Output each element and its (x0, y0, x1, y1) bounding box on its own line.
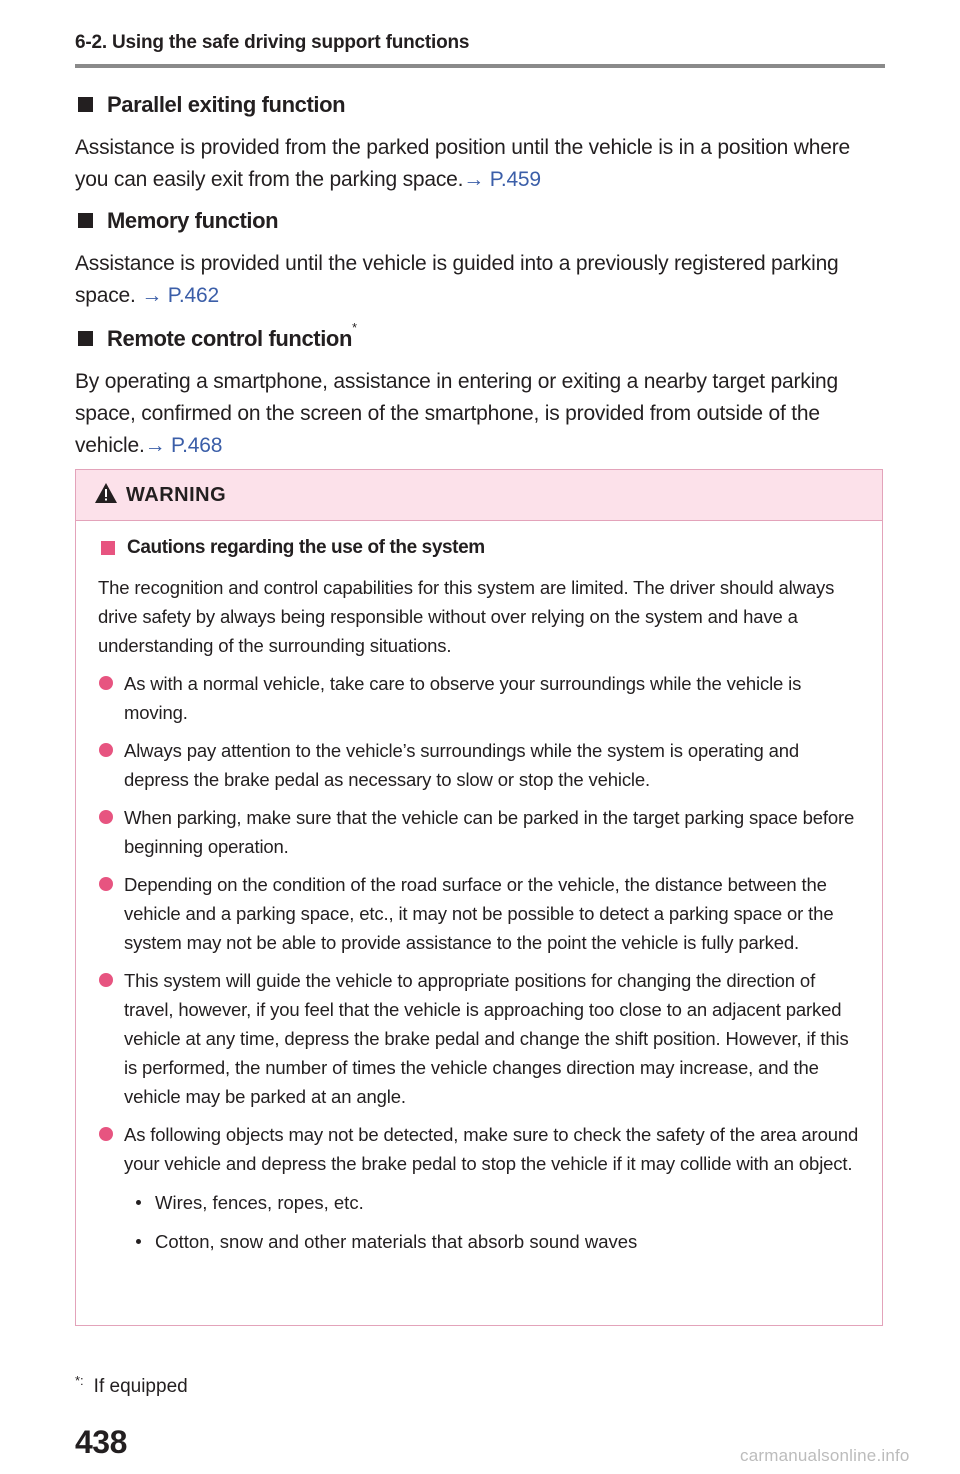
page-reference-link[interactable]: → P.459 (463, 168, 541, 191)
list-item: When parking, make sure that the vehicle can be parked in the target parking space before beginning operation. (98, 803, 860, 861)
circle-bullet-icon (99, 810, 113, 824)
list-item: As with a normal vehicle, take care to observe your surroundings while the vehicle is moving. (98, 669, 860, 727)
warning-header (76, 470, 882, 521)
square-bullet-icon (78, 331, 93, 346)
page-reference-link[interactable]: → P.462 (141, 284, 219, 307)
footnote-mark: *: (75, 1373, 84, 1388)
list-item: Always pay attention to the vehicle’s surroundings while the system is operating and depress the brake pedal as necessary to slow or stop the vehicle. (98, 736, 860, 794)
header-divider (75, 64, 885, 68)
circle-bullet-icon (99, 676, 113, 690)
section-remote-control (75, 320, 875, 462)
section-text: Assistance is provided from the parked position until the vehicle is in a position where you can easily exit from the parking space. (75, 136, 850, 191)
section-memory (75, 208, 875, 312)
warning-label: WARNING (126, 483, 227, 506)
section-title: Memory function (107, 208, 279, 233)
section-title: Remote control function (107, 326, 353, 351)
list-item: As following objects may not be detected, make sure to check the safety of the area around your vehicle and depress the brake pedal to stop the vehicle if it may collide with an object. (98, 1120, 860, 1178)
footnote-text: If equipped (93, 1376, 188, 1397)
list-item: Wires, fences, ropes, etc. (131, 1188, 860, 1217)
square-bullet-icon (78, 97, 93, 112)
dot-bullet-icon (136, 1239, 141, 1244)
circle-bullet-icon (99, 877, 113, 891)
warning-subtitle: Cautions regarding the use of the system (127, 537, 485, 558)
warning-triangle-icon (94, 482, 118, 509)
section-text: By operating a smartphone, assistance in entering or exiting a nearby target parking space, confirmed on the screen of the smartphone, is provided from outside of the vehicle. (75, 370, 838, 457)
warning-intro: The recognition and control capabilities for this system are limited. The driver should always drive safety by always being responsible without over relying on the system and have a understanding of the surrounding situations. (98, 577, 835, 656)
watermark: carmanualsonline.info (740, 1446, 910, 1465)
dot-bullet-icon (136, 1200, 141, 1205)
square-bullet-icon (78, 213, 93, 228)
section-title: Parallel exiting function (107, 92, 346, 117)
list-item: Depending on the condition of the road surface or the vehicle, the distance between the vehicle and a parking space, etc., it may not be possible to detect a parking space or the system may not be able to provide assistance to the point the vehicle is fully parked. (98, 870, 860, 957)
object-sub-list (131, 1188, 860, 1256)
warning-bullet-list (98, 669, 860, 1256)
circle-bullet-icon (99, 973, 113, 987)
square-bullet-icon (101, 541, 115, 555)
circle-bullet-icon (99, 1127, 113, 1141)
list-item: This system will guide the vehicle to appropriate positions for changing the direction of travel, however, if you feel that the vehicle is approaching too close to an adjacent parked vehicle at any time, depress the brake pedal and change the shift position. However, if this is performed, the number of times the vehicle changes direction may increase, and the vehicle may be parked at an angle. (98, 966, 860, 1111)
page-reference-link[interactable]: → P.468 (144, 434, 223, 457)
warning-box (75, 469, 883, 1326)
list-item: Cotton, snow and other materials that absorb sound waves (131, 1227, 860, 1256)
page-number: 438 (75, 1424, 127, 1460)
page-header: 6-2. Using the safe driving support functions (75, 32, 470, 53)
circle-bullet-icon (99, 743, 113, 757)
section-text: Assistance is provided until the vehicle is guided into a previously registered parking space. (75, 252, 839, 307)
footnote-marker: * (352, 320, 357, 335)
section-parallel-exiting (75, 92, 875, 196)
footnote (75, 1373, 188, 1398)
